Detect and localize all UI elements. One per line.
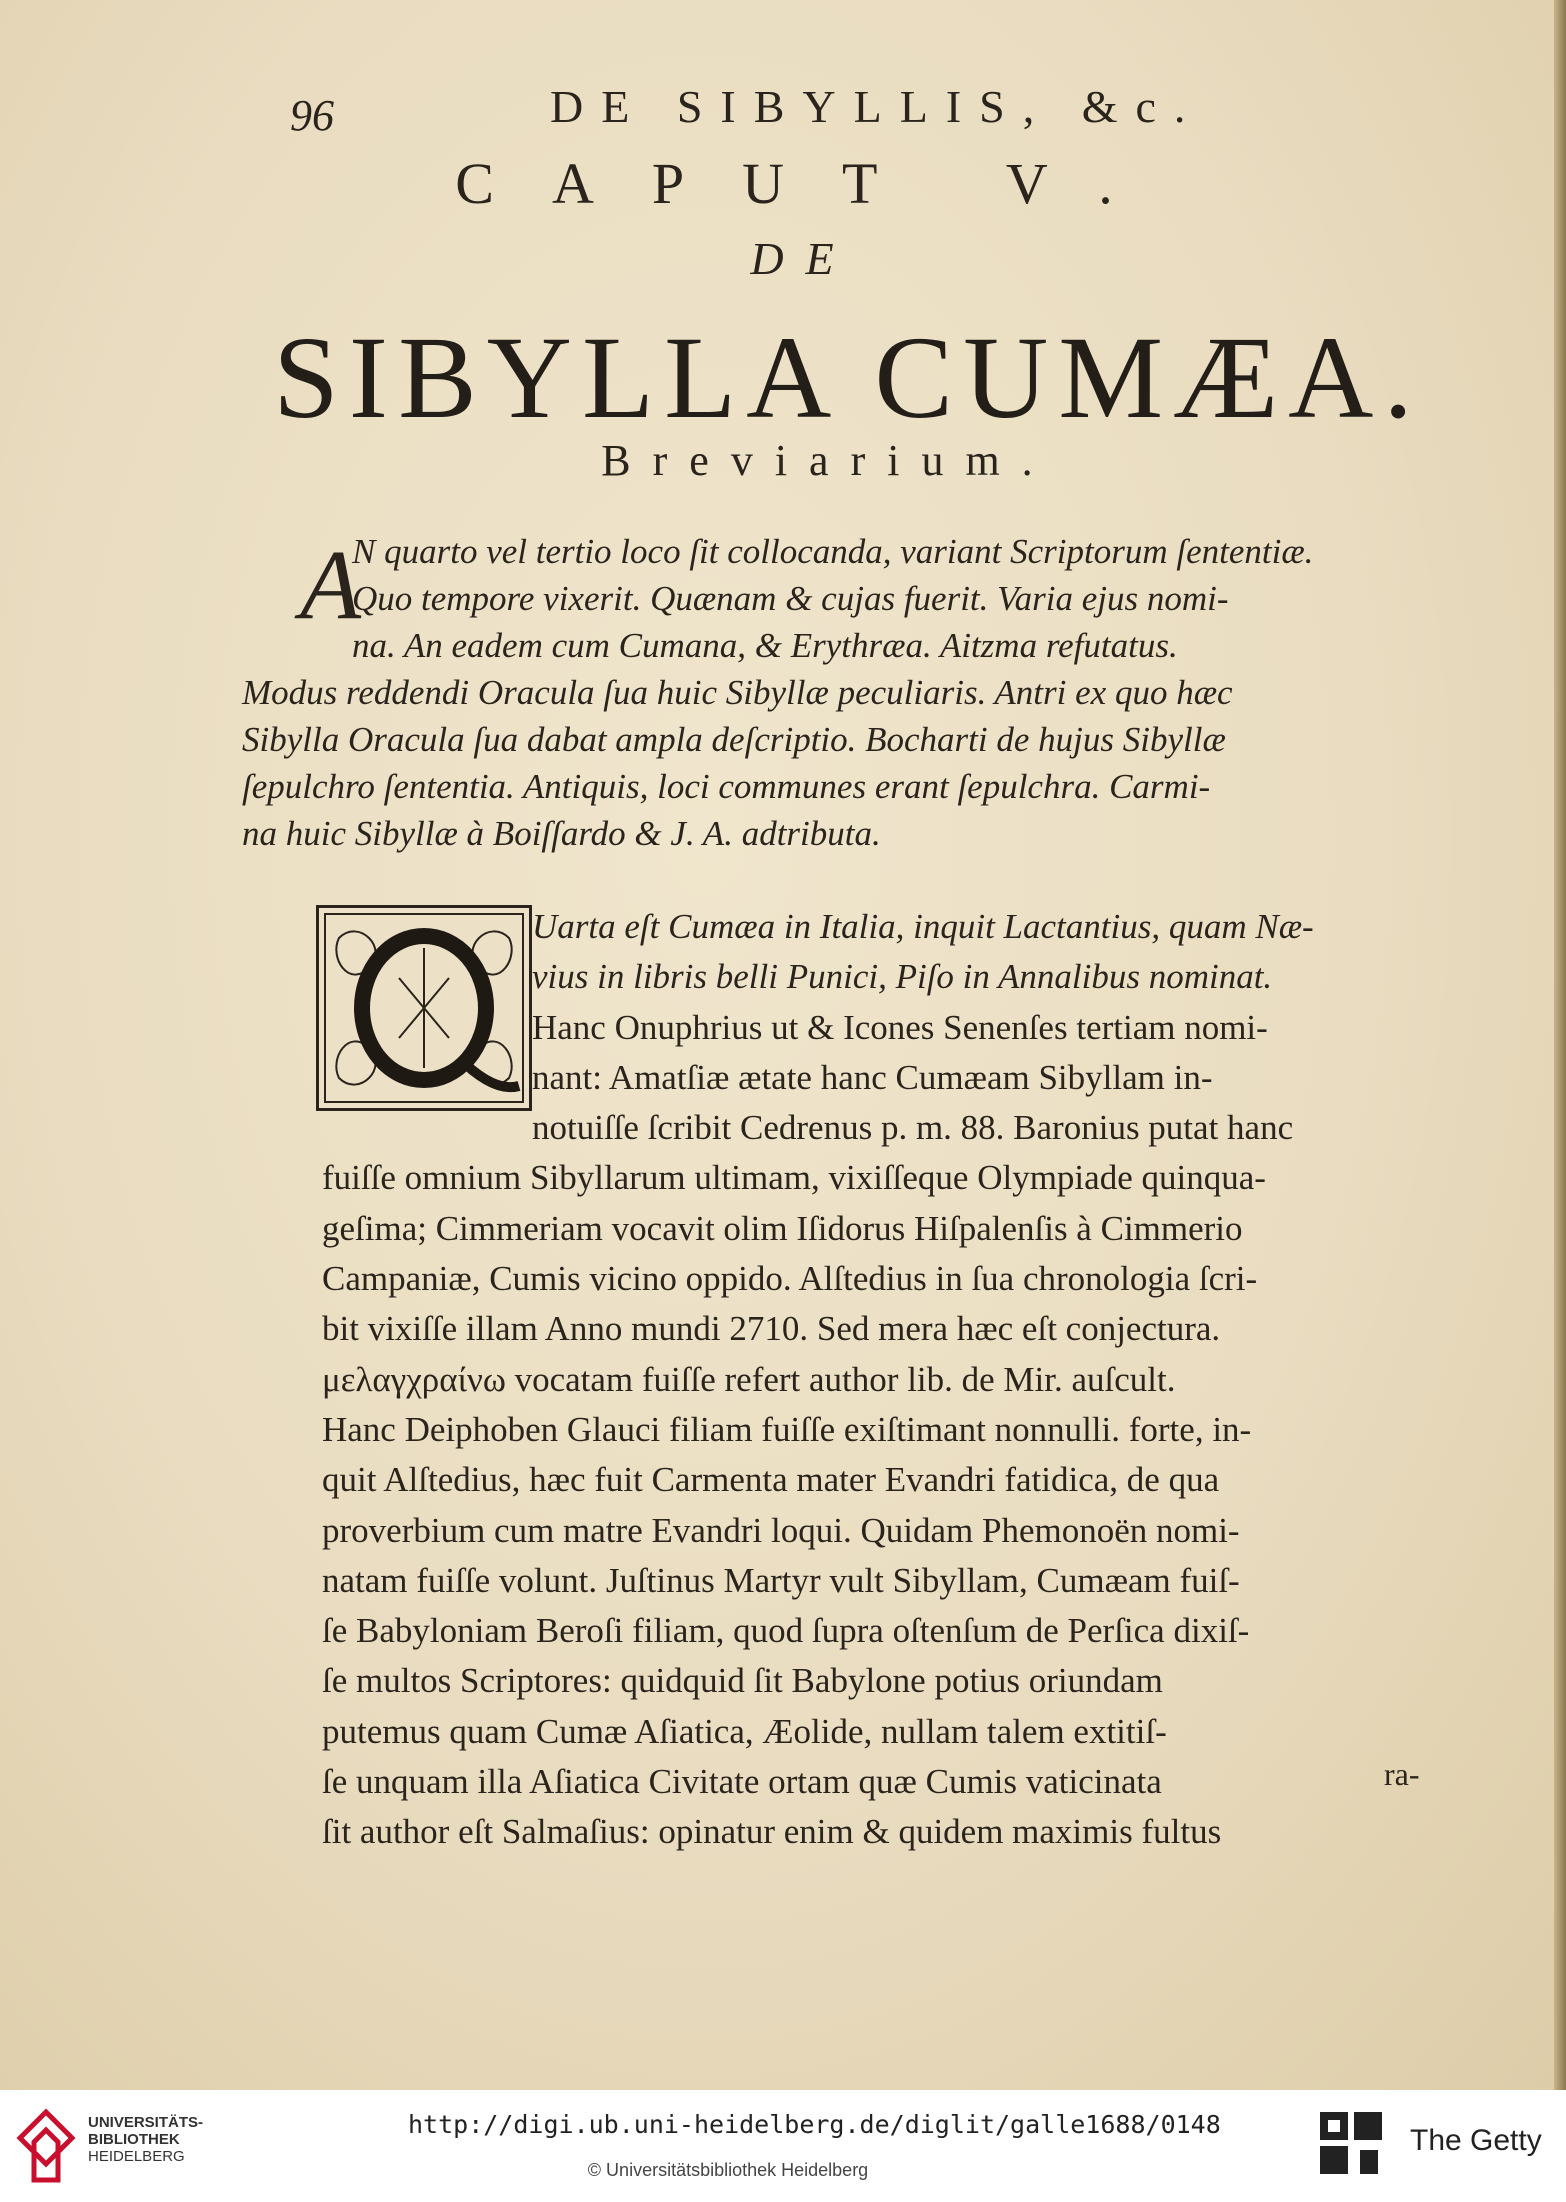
body-line: quit Alſtedius, hæc fuit Carmenta mater Evandri fatidica, de qua: [322, 1460, 1220, 1500]
partner-name: The Getty: [1410, 2124, 1542, 2157]
body-line: fuiſſe omnium Sibyllarum ultimam, vixiſſeque Olympiade quinqua-: [322, 1158, 1266, 1198]
running-head: DE SIBYLLIS, &c.: [550, 81, 1204, 132]
page-number: 96: [290, 91, 334, 140]
body-line: notuiſſe ſcribit Cedrenus p. m. 88. Baronius putat hanc: [532, 1108, 1294, 1148]
body-line: μελαγχραίνω vocatam fuiſſe refert author lib. de Mir. auſcult.: [322, 1359, 1176, 1399]
body-line: Hanc Onuphrius ut & Icones Senenſes tertiam nomi-: [532, 1007, 1268, 1047]
chapter-title: SIBYLLA CUMÆA.: [273, 312, 1423, 443]
summary-block: [242, 528, 1432, 857]
summary-line: Sibylla Oracula ſua dabat ampla deſcriptio. Bocharti de hujus Sibyllæ: [242, 720, 1226, 759]
body-line: geſima; Cimmeriam vocavit olim Iſidorus Hiſpalenſis à Cimmerio: [322, 1208, 1243, 1248]
body-line: putemus quam Cumæ Aſiatica, Æolide, nullam talem extitiſ-: [322, 1711, 1167, 1751]
institution-line: BIBLIOTHEK: [88, 2131, 180, 2148]
body-line: natam fuiſſe volunt. Juſtinus Martyr vult Sibyllam, Cumæam fuiſ-: [322, 1560, 1240, 1600]
catchword: ra-: [1384, 1756, 1420, 1792]
summary-line: N quarto vel tertio loco ſit collocanda, variant Scriptorum ſententiæ.: [352, 532, 1314, 571]
body-line: proverbium cum matre Evandri loqui. Quidam Phemonoën nomi-: [322, 1510, 1240, 1550]
university-library-name: [88, 2114, 203, 2165]
body-line: ſit author eſt Salmaſius: opinatur enim & quidem maximis fultus: [322, 1812, 1222, 1852]
chapter-heading: CAPUT V.: [455, 151, 1171, 216]
body-line: ſe multos Scriptores: quidquid ſit Babylone potius oriundam: [322, 1661, 1163, 1701]
body-line: Uarta eſt Cumæa in Italia, inquit Lactantius, quam Næ-: [532, 907, 1314, 946]
body-line: Campaniæ, Cumis vicino oppido. Alſtedius in ſua chronologia ſcri-: [322, 1259, 1258, 1299]
body-line: nant: Amatſiæ ætate hanc Cumæam Sibyllam in-: [532, 1057, 1213, 1097]
chapter-subheading: DE: [750, 233, 856, 284]
body-line: vius in libris belli Punici, Piſo in Annalibus nominat.: [532, 957, 1273, 997]
body-text: [322, 902, 1442, 1858]
page-header: [290, 80, 1290, 140]
institution-line: HEIDELBERG: [88, 2148, 185, 2165]
summary-line: Quo tempore vixerit. Quænam & cujas fuerit. Varia ejus nomi-: [352, 579, 1229, 618]
summary-line: na. An eadem cum Cumana, & Erythræa. Aitzma refutatus.: [352, 626, 1178, 665]
summary-drop-letter: A: [300, 529, 362, 640]
summary-line: na huic Sibyllæ à Boiſſardo & J. A. adtributa.: [242, 814, 881, 853]
viewer-footer: [0, 2090, 1566, 2202]
copyright-notice: © Universitätsbibliothek Heidelberg: [587, 2160, 869, 2180]
body-line: ſe unquam illa Aſiatica Civitate ortam quæ Cumis vaticinata: [322, 1762, 1162, 1802]
permalink-url[interactable]: http://digi.ub.uni-heidelberg.de/diglit/galle1688/0148: [408, 2110, 1221, 2139]
summary-line: Modus reddendi Oracula ſua huic Sibyllæ peculiaris. Antri ex quo hæc: [242, 673, 1233, 712]
getty-logo-icon: [1318, 2110, 1384, 2178]
summary-line: ſepulchro ſententia. Antiquis, loci communes erant ſepulchra. Carmi-: [242, 767, 1211, 806]
institution-line: UNIVERSITÄTS-: [88, 2114, 204, 2131]
summary-heading: Breviarium.: [601, 436, 1055, 485]
body-line: Hanc Deiphoben Glauci filiam fuiſſe exiſtimant nonnulli. forte, in-: [322, 1409, 1252, 1449]
body-line: bit vixiſſe illam Anno mundi 2710. Sed mera hæc eſt conjectura.: [322, 1309, 1221, 1349]
body-line: ſe Babyloniam Beroſi filiam, quod ſupra oſtenſum de Perſica dixiſ-: [322, 1611, 1250, 1651]
